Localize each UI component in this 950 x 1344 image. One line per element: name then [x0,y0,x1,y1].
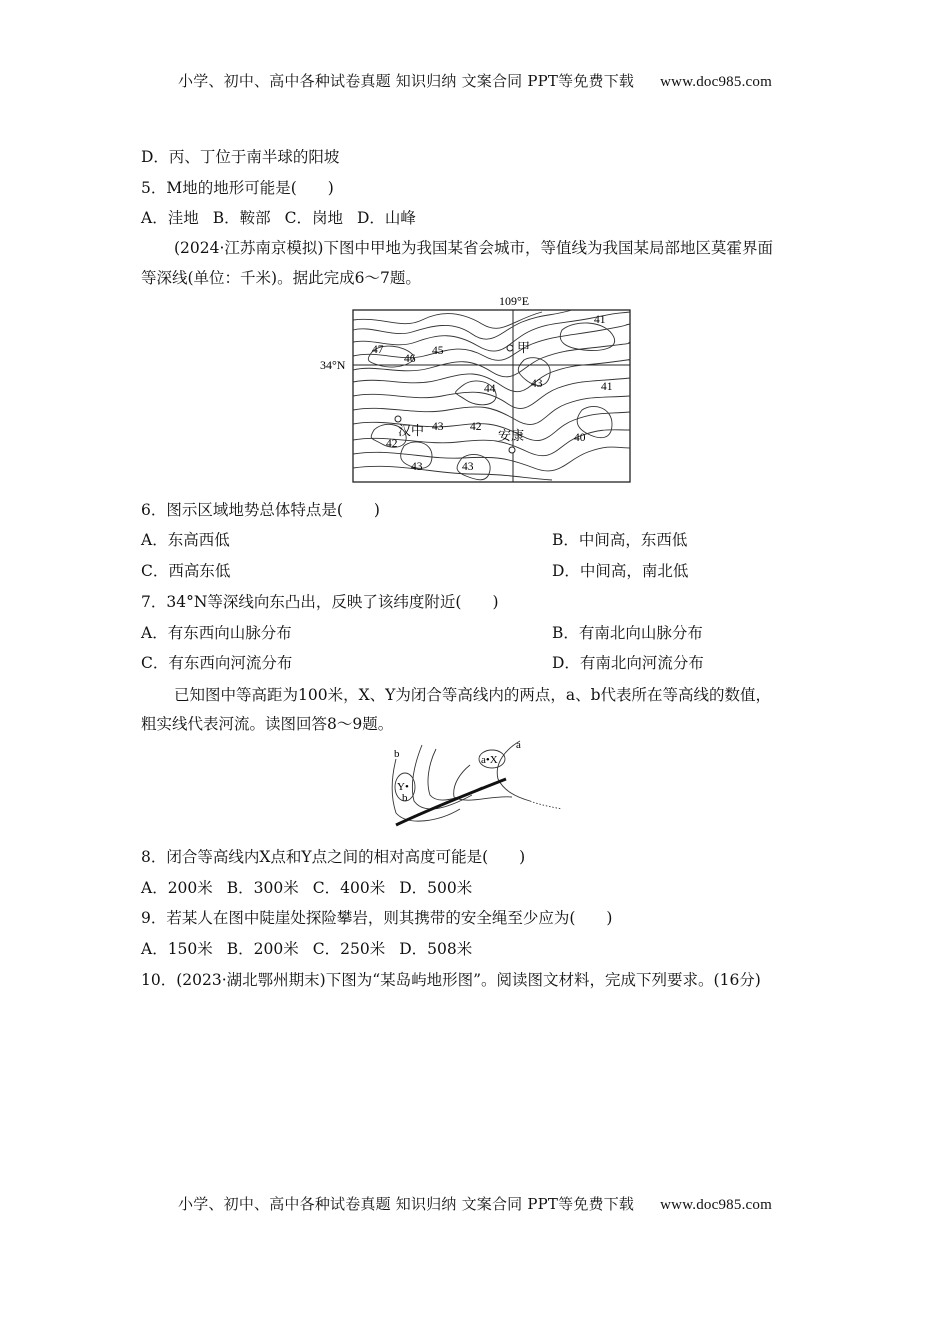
intro-6-7-line1: (2024·江苏南京模拟)下图中甲地为我国某省会城市，等值线为我国某局部地区莫霍界面 [174,239,773,257]
q5-option-c: C．岗地 [284,209,343,227]
q9-stem: 9．若某人在图中陡崖处探险攀岩，则其携带的安全绳至少应为( ) [141,909,613,927]
page-footer [0,1193,950,1214]
q7-option-b: B．有南北向山脉分布 [552,624,703,642]
q8-option-d: D．500米 [399,879,473,897]
q8-option-b: B．300米 [226,879,299,897]
q7-option-c: C．有东西向河流分布 [141,654,293,672]
contour-label-42-w: 42 [386,438,398,450]
label-a: a [516,739,521,751]
q7-row1 [141,621,841,643]
label-b-inner: b [402,792,408,804]
intro-6-7-line2: 等深线(单位：千米)。据此完成6～7题。 [141,269,421,287]
contour-label-43-hz: 43 [432,421,444,433]
header-site: www.doc985.com [660,74,772,90]
contour-label-46: 46 [404,353,416,365]
city-jia-dot [507,345,513,351]
q5-option-a: A．洼地 [141,209,199,227]
contour-label-45: 45 [432,345,444,357]
contour-label-41-ne: 41 [594,314,606,326]
q9-options [141,937,472,959]
q8-options [141,876,472,898]
lon-label: 109°E [499,294,530,308]
label-Y: Y• [397,781,409,793]
footer-text: 小学、初中、高中各种试卷真题 知识归纳 文案合同 PPT等免费下载 [178,1195,635,1213]
q7-stem: 7．34°N等深线向东凸出，反映了该纬度附近( ) [141,593,499,611]
city-ankang-label: 安康 [498,428,525,443]
q5-option-d: D．山峰 [356,209,416,227]
header-text: 小学、初中、高中各种试卷真题 知识归纳 文案合同 PPT等免费下载 [178,72,635,90]
q7-row2 [141,651,841,673]
contour-label-42-c: 42 [470,421,482,433]
city-jia-label: 甲 [517,340,531,355]
contour-river-sketch [380,735,570,830]
q7-option-d: D．有南北向河流分布 [552,654,704,672]
q5-stem: 5．M地的地形可能是( ) [141,179,334,197]
contour-label-40: 40 [574,432,586,444]
q6-option-b: B．中间高，东西低 [552,531,688,549]
q7-option-a: A．有东西向山脉分布 [141,624,292,642]
page-header [0,70,950,91]
contour-lines [353,310,630,480]
q8-stem: 8．闭合等高线内X点和Y点之间的相对高度可能是( ) [141,848,526,866]
label-b-top: b [394,748,400,760]
q4-option-d: D．丙、丁位于南半球的阳坡 [141,148,340,166]
sketch-contours [392,741,562,821]
contour-label-44: 44 [484,383,496,395]
q9-option-b: B．200米 [226,940,299,958]
q6-option-a: A．东高西低 [141,531,230,549]
q6-stem: 6．图示区域地势总体特点是( ) [141,501,380,519]
city-ankang-dot [509,447,515,453]
q9-option-a: A．150米 [141,940,213,958]
contour-label-47: 47 [372,344,384,356]
q5-options [141,206,416,228]
contour-label-43-center: 43 [531,378,543,390]
q8-option-c: C．400米 [312,879,386,897]
lat-label: 34°N [320,358,346,372]
city-hanzhong-label: 汉中 [398,423,425,438]
intro-8-9-line2: 粗实线代表河流。读图回答8～9题。 [141,715,394,733]
q9-option-c: C．250米 [312,940,386,958]
q9-option-d: D．508米 [399,940,473,958]
contour-label-43-sw: 43 [411,461,423,473]
contour-label-41-e: 41 [601,381,613,393]
city-hanzhong-dot [395,416,401,422]
q10-stem: 10．(2023·湖北鄂州期末)下图为“某岛屿地形图”。阅读图文材料，完成下列要求。(16分) [141,971,761,989]
label-aX: a•X [481,754,498,766]
contour-label-43-s: 43 [462,461,474,473]
footer-site: www.doc985.com [660,1197,772,1213]
q5-option-b: B．鞍部 [212,209,271,227]
q6-row1 [141,528,841,550]
q8-option-a: A．200米 [141,879,213,897]
q6-option-c: C．西高东低 [141,562,231,580]
q6-option-d: D．中间高，南北低 [552,562,689,580]
intro-8-9-line1: 已知图中等高距为100米，X、Y为闭合等高线内的两点，a、b代表所在等高线的数值， [174,686,772,704]
q6-row2 [141,559,841,581]
moho-contour-map [312,290,642,490]
